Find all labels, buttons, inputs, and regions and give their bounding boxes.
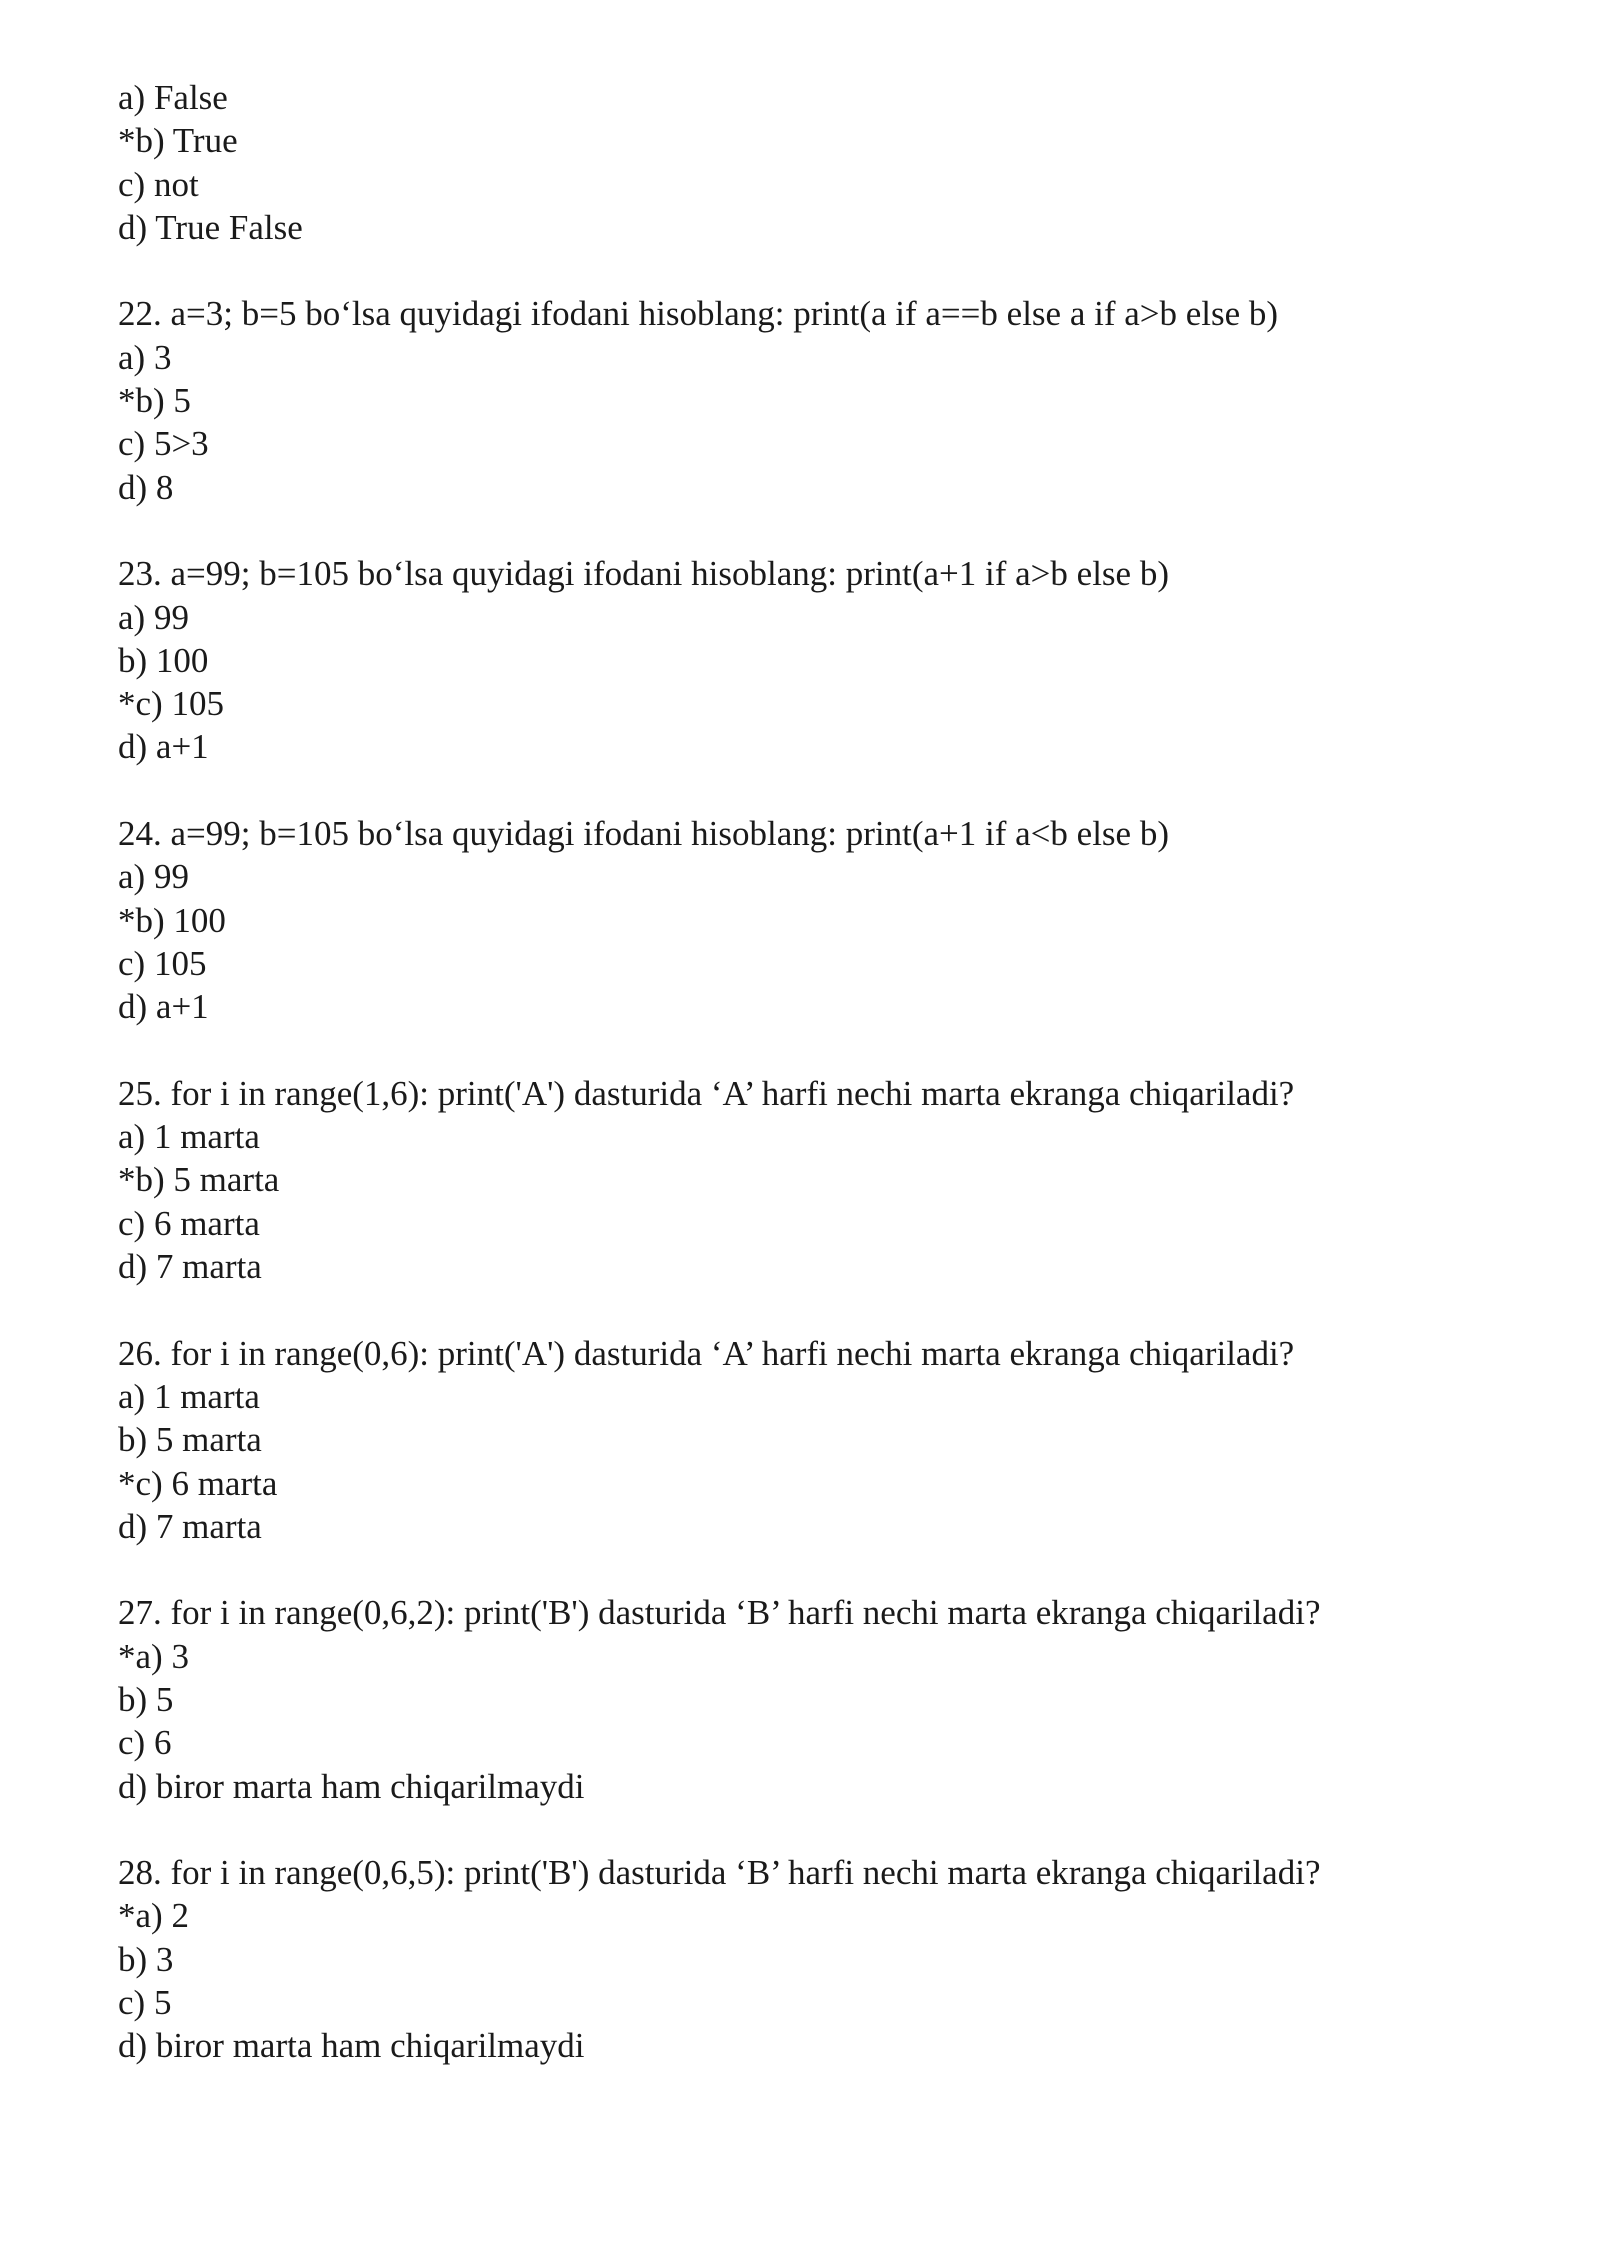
answer-option: c) 5>3 — [118, 424, 209, 464]
answer-option: c) 5 — [118, 1983, 172, 2023]
answer-option: d) 8 — [118, 467, 174, 507]
question-text: 25. for i in range(1,6): print('A') dasturida ‘A’ harfi nechi marta ekranga chiqariladi? — [118, 1073, 1295, 1113]
answer-option: *c) 105 — [118, 684, 224, 724]
answer-option: c) 105 — [118, 943, 207, 983]
answer-option: c) 6 marta — [118, 1203, 260, 1243]
answer-option: d) 7 marta — [118, 1247, 262, 1287]
question-block-25 — [118, 1072, 1538, 1288]
answer-option: *b) 100 — [118, 900, 226, 940]
question-block-28 — [118, 1851, 1538, 2067]
answer-option: *a) 3 — [118, 1636, 189, 1676]
answer-option: c) 6 — [118, 1723, 172, 1763]
question-text: 26. for i in range(0,6): print('A') dasturida ‘A’ harfi nechi marta ekranga chiqariladi? — [118, 1333, 1295, 1373]
quiz-content — [118, 76, 1538, 2068]
answer-option: a) 3 — [118, 337, 172, 377]
answer-option: *b) 5 — [118, 381, 191, 421]
answer-option: a) 99 — [118, 597, 189, 637]
answer-option: d) biror marta ham chiqarilmaydi — [118, 1766, 585, 1806]
question-text: 23. a=99; b=105 bo‘lsa quyidagi ifodani hisoblang: print(a+1 if a>b else b) — [118, 554, 1169, 594]
answer-option: *b) True — [118, 121, 238, 161]
question-block-22 — [118, 292, 1538, 508]
answer-option: a) False — [118, 78, 228, 117]
question-text: 22. a=3; b=5 bo‘lsa quyidagi ifodani hisoblang: print(a if a==b else a if a>b else b) — [118, 294, 1279, 334]
question-text: 27. for i in range(0,6,2): print('B') dasturida ‘B’ harfi nechi marta ekranga chiqariladi? — [118, 1593, 1321, 1633]
question-block-24 — [118, 812, 1538, 1028]
answer-option: *b) 5 marta — [118, 1160, 280, 1200]
question-block-26 — [118, 1332, 1538, 1548]
answer-option: b) 3 — [118, 1939, 174, 1979]
answer-option: b) 5 marta — [118, 1420, 262, 1460]
answer-option: b) 5 — [118, 1679, 174, 1719]
question-text: 28. for i in range(0,6,5): print('B') dasturida ‘B’ harfi nechi marta ekranga chiqariladi? — [118, 1853, 1321, 1893]
answer-option: d) 7 marta — [118, 1506, 262, 1546]
question-block-23 — [118, 552, 1538, 768]
answer-option: d) True False — [118, 207, 303, 247]
answer-option: a) 1 marta — [118, 1376, 260, 1416]
answer-option: d) a+1 — [118, 987, 209, 1027]
answer-option: a) 99 — [118, 857, 189, 897]
answer-option: d) biror marta ham chiqarilmaydi — [118, 2026, 585, 2066]
answer-option: b) 100 — [118, 640, 209, 680]
answer-option: *c) 6 marta — [118, 1463, 278, 1503]
answer-option: a) 1 marta — [118, 1117, 260, 1157]
question-block-27 — [118, 1591, 1538, 1807]
answer-option: *a) 2 — [118, 1896, 189, 1936]
question-text: 24. a=99; b=105 bo‘lsa quyidagi ifodani hisoblang: print(a+1 if a<b else b) — [118, 814, 1169, 854]
question-block-21 — [118, 76, 1538, 249]
answer-option: d) a+1 — [118, 727, 209, 767]
answer-option: c) not — [118, 164, 199, 204]
